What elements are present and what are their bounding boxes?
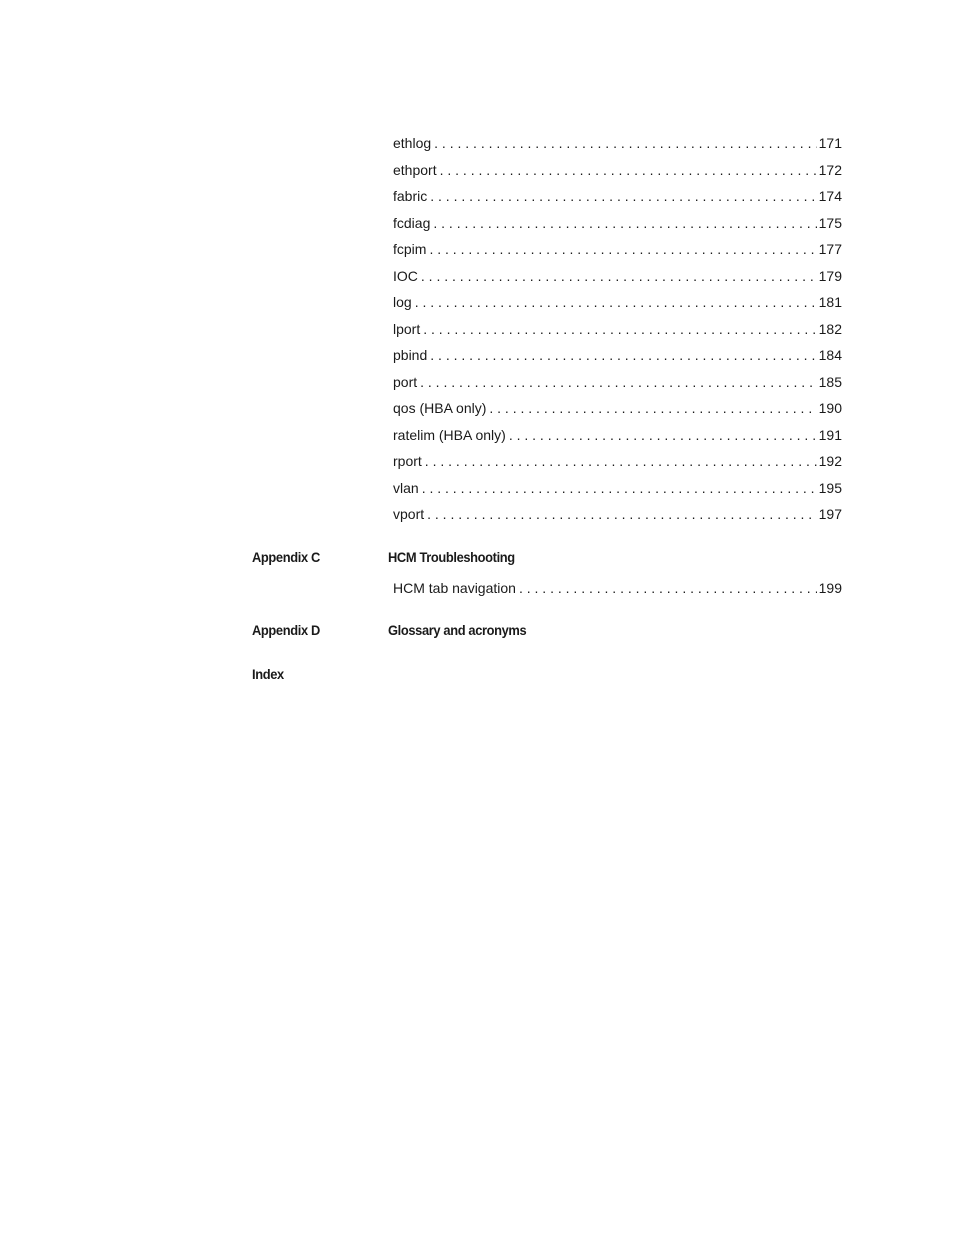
toc-entry-title: vlan [393,478,422,498]
toc-entry-title: IOC [393,266,421,286]
dot-leader [434,133,816,153]
toc-entry[interactable] [393,504,842,531]
dot-leader [425,451,817,471]
toc-entry[interactable] [393,266,842,293]
toc-entry-title: log [393,292,415,312]
toc-entry[interactable] [393,345,842,372]
toc-entry[interactable] [393,160,842,187]
dot-leader [429,239,816,259]
appendix-d-title[interactable]: Glossary and acronyms [388,622,527,638]
toc-entry-title: pbind [393,345,430,365]
toc-entry-page: 192 [818,453,842,469]
dot-leader [440,160,817,180]
toc-entry-page: 197 [818,506,842,522]
dot-leader [420,372,817,392]
toc-entry[interactable] [393,478,842,505]
toc-entry-title: HCM tab navigation [393,578,519,598]
toc-entry-page: 171 [818,135,842,151]
toc-entry-title: fcdiag [393,213,433,233]
toc-entry-title: fcpim [393,239,429,259]
toc-entry-title: vport [393,504,427,524]
dot-leader [489,398,816,418]
toc-entry[interactable] [393,425,842,452]
toc-entry-title: ethlog [393,133,434,153]
toc-entry-page: 175 [818,214,842,231]
appendix-c-label[interactable]: Appendix C [252,549,320,565]
toc-entry-page: 179 [818,267,842,284]
toc-entry-title: ratelim (HBA only) [393,425,509,445]
toc-entry[interactable] [393,239,842,266]
toc-entry-page: 181 [818,294,842,310]
toc-entry[interactable] [393,398,842,425]
dot-leader [422,478,817,498]
toc-entry[interactable] [393,213,842,240]
toc-entry-title: fabric [393,186,430,206]
toc-entry[interactable] [393,372,842,399]
dot-leader [423,319,816,339]
toc-entry-page: 195 [818,479,842,496]
appendix-d-label[interactable]: Appendix D [252,622,320,638]
dot-leader [509,425,817,445]
toc-entry[interactable] [393,133,842,160]
toc-entry[interactable] [393,451,842,478]
toc-entry-title: qos (HBA only) [393,398,489,418]
dot-leader [433,213,816,233]
index-heading[interactable]: Index [252,666,284,682]
appendix-c-title[interactable]: HCM Troubleshooting [388,549,515,565]
dot-leader [430,186,816,206]
toc-entry[interactable] [393,319,842,346]
toc-entry-title: ethport [393,160,440,180]
toc-entry-page: 182 [818,320,842,337]
toc-entry-title: port [393,372,420,392]
toc-entry-page: 185 [818,373,842,390]
toc-entry-page: 199 [818,580,842,596]
toc-entry-title: lport [393,319,423,339]
toc-entry-page: 174 [818,188,842,204]
toc-entry-page: 184 [818,347,842,363]
dot-leader [421,266,817,286]
toc-entry-page: 172 [818,161,842,178]
toc-entry-page: 177 [818,241,842,257]
dot-leader [427,504,817,524]
toc-entry-page: 191 [818,426,842,443]
toc-entry[interactable] [393,578,842,605]
toc-entry[interactable] [393,292,842,319]
toc-entry[interactable] [393,186,842,213]
toc-entry-title: rport [393,451,425,471]
dot-leader [519,578,817,598]
toc-entry-list [393,133,842,531]
toc-entry-page: 190 [818,400,842,416]
dot-leader [430,345,816,365]
appendix-c-entry-list [393,578,842,605]
dot-leader [415,292,817,312]
